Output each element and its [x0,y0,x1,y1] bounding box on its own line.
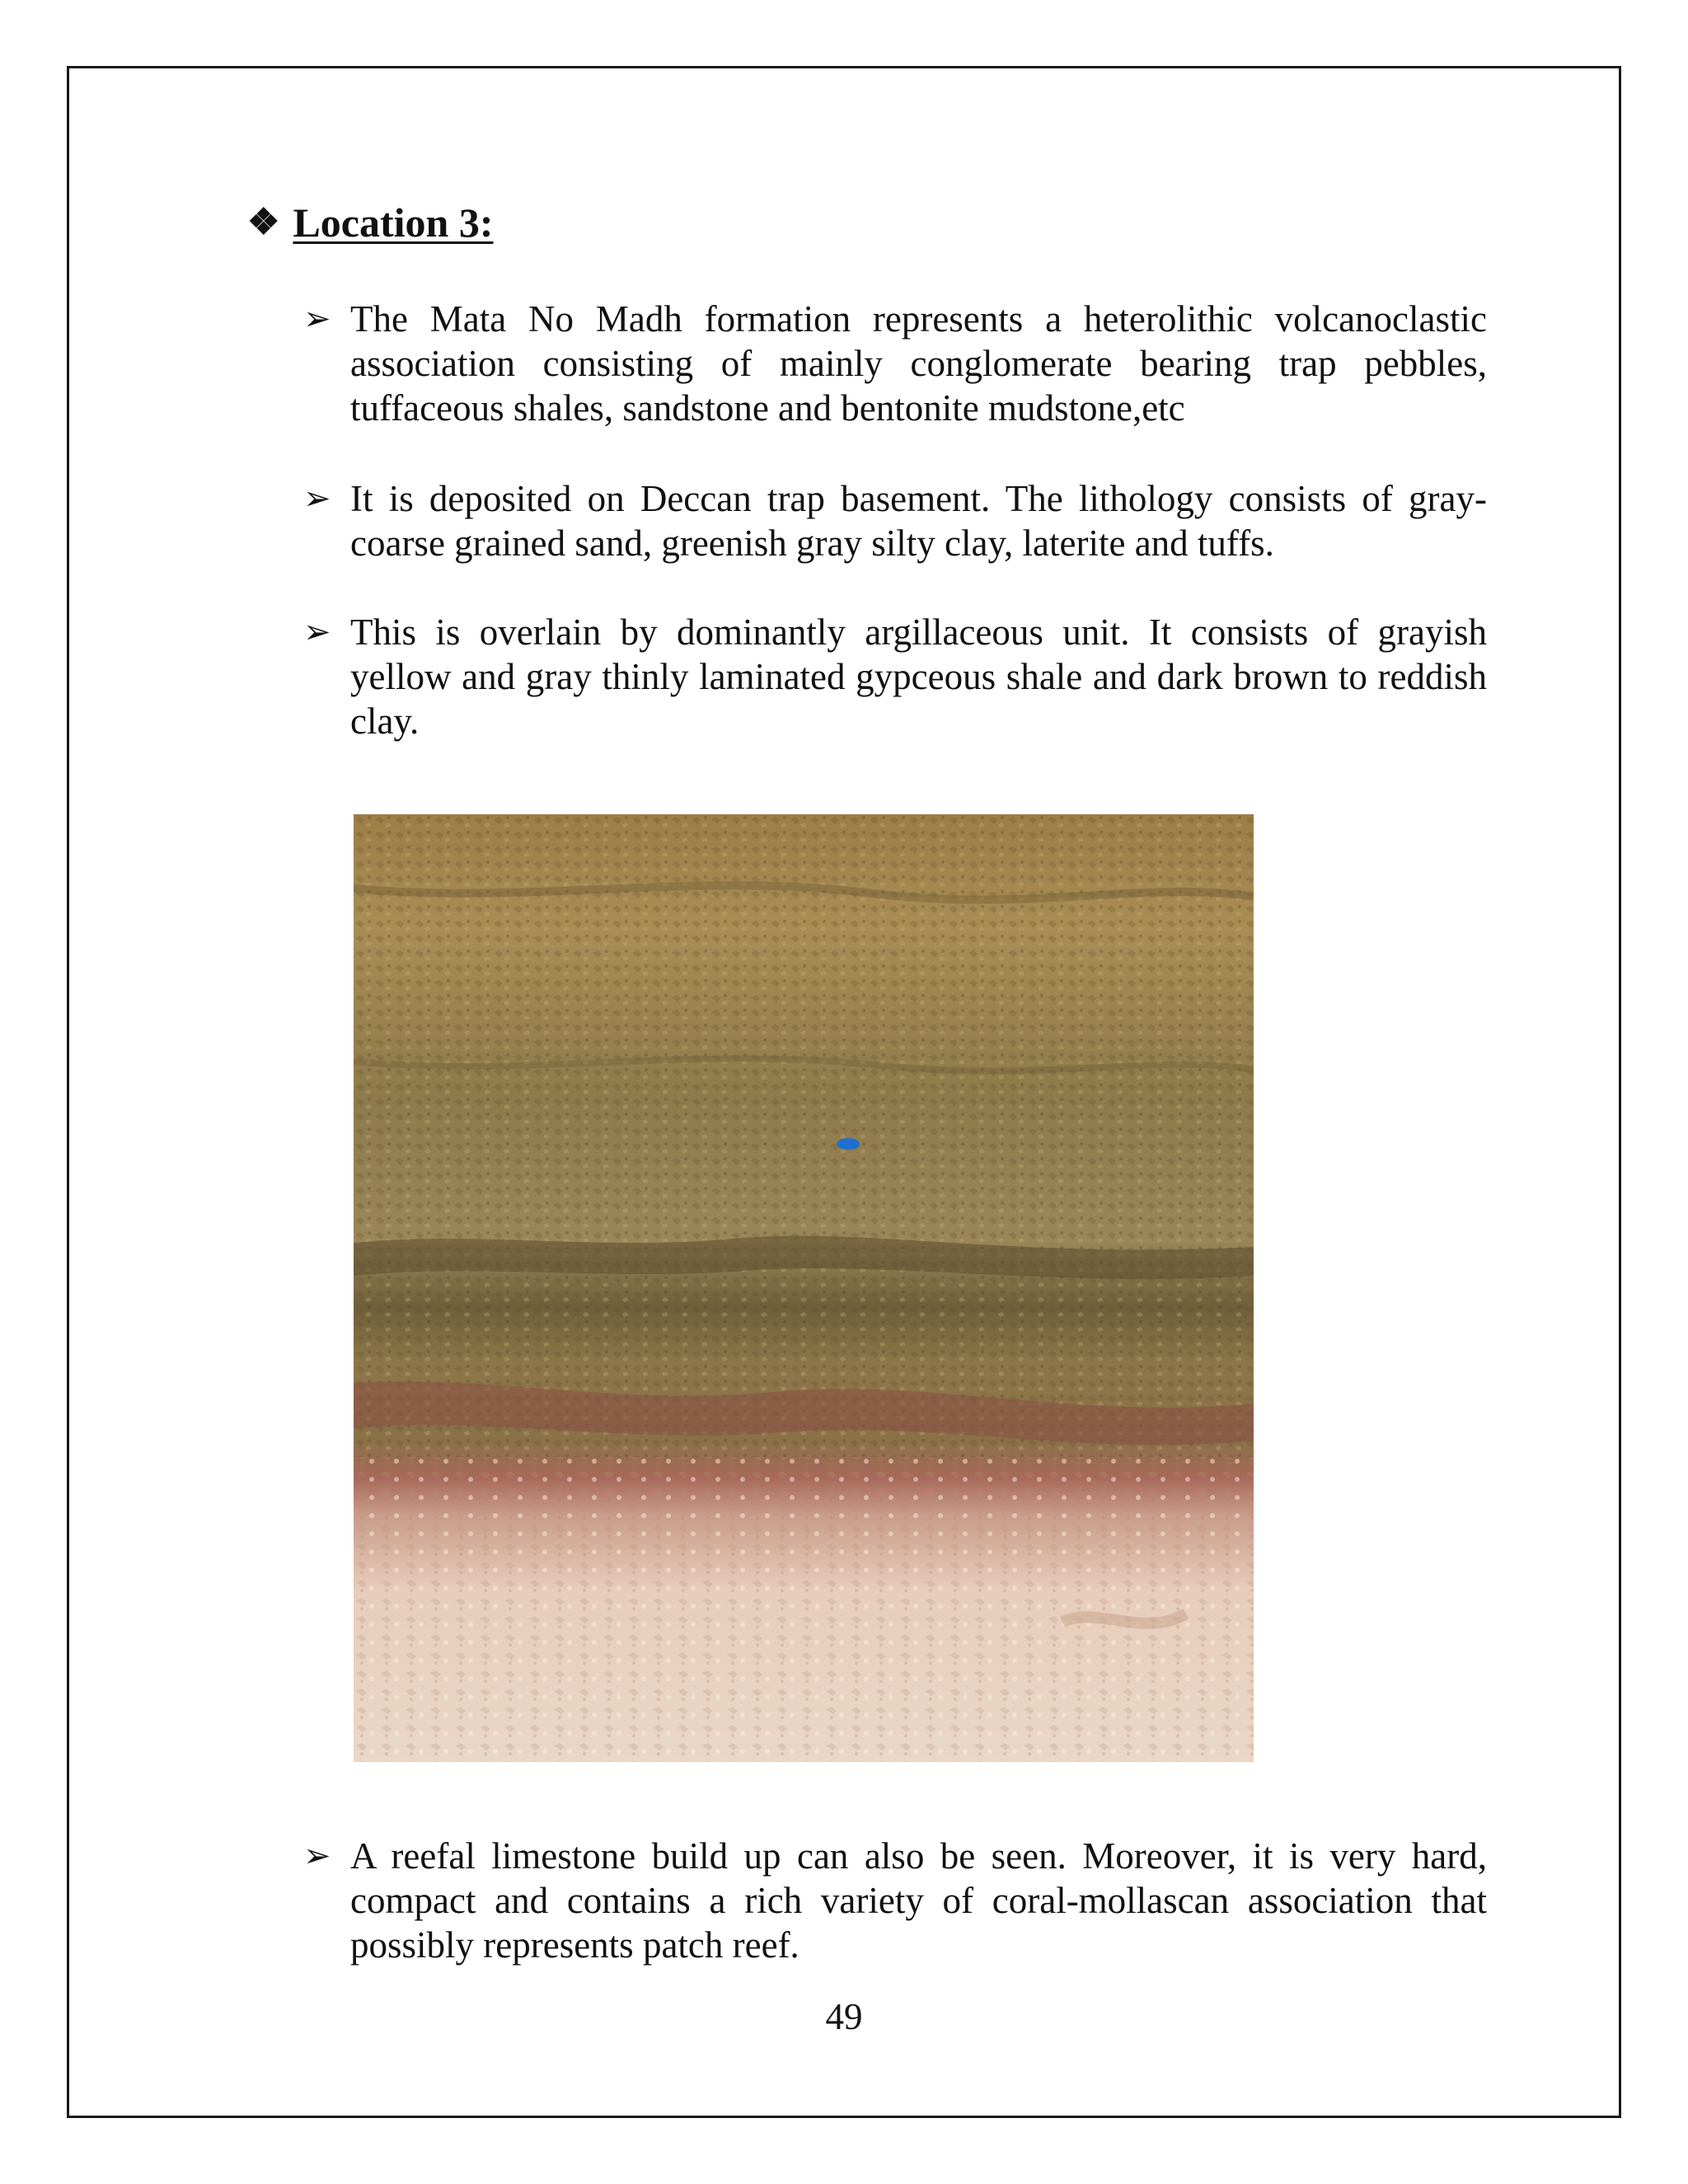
bullet-text: It is deposited on Deccan trap basement. The lithology consists of gray-coarse grained sand, greenish gray silty clay, laterite and tuffs. [350,478,1487,564]
bullet-text: This is overlain by dominantly argillaceous unit. It consists of grayish yellow and gray thinly laminated gypceous shale and dark brown to reddish clay. [350,612,1487,742]
page-number: 49 [825,1996,863,2037]
diamond-bullet-icon: ❖ [247,202,280,242]
outcrop-photo [354,814,1254,1762]
heading-title: Location 3: [293,199,494,246]
bullet-text: A reefal limestone build up can also be seen. Moreover, it is very hard, compact and contains a rich variety of coral-mollascan association that possibly represents patch reef. [350,1835,1487,1966]
arrow-bullet-icon: ➢ [303,300,331,337]
arrow-bullet-icon: ➢ [303,1837,331,1874]
outcrop-photo-illustration [354,814,1254,1762]
bullet-item [303,297,1487,430]
bullet-item [303,610,1487,743]
arrow-bullet-icon: ➢ [303,613,331,650]
bullet-text: The Mata No Madh formation represents a heterolithic volcanoclastic association consisting of mainly conglomerate bearing trap pebbles, tuffaceous shales, sandstone and bentonite mudstone,etc [350,298,1487,429]
bullet-item [303,476,1487,565]
arrow-bullet-icon: ➢ [303,480,331,517]
bullet-item [303,1834,1487,1967]
section-heading [247,198,494,247]
